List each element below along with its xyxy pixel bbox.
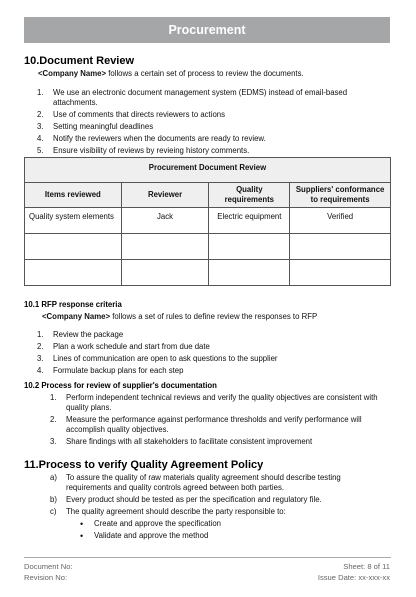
table-title: Procurement Document Review <box>25 158 391 183</box>
list-item-text: Measure the performance against performance thresholds and verify performance will <box>66 415 362 425</box>
footer-document-no: Document No: <box>24 562 73 571</box>
section-10-2-list <box>50 393 378 449</box>
table-cell <box>290 260 391 286</box>
list-item <box>37 134 347 144</box>
list-marker: b) <box>50 495 57 505</box>
table-header-row <box>25 183 391 208</box>
list-item <box>50 415 378 435</box>
table-row <box>25 234 391 260</box>
list-marker: 1. <box>37 88 44 97</box>
column-header-text: Quality <box>236 185 263 194</box>
section-10-intro <box>38 69 304 79</box>
bullet-text: Create and approve the specification <box>94 519 221 528</box>
table-cell <box>25 234 122 260</box>
section-10-1-intro <box>42 312 317 322</box>
list-marker: 1. <box>50 393 57 402</box>
bullet-item <box>80 519 221 529</box>
list-item <box>50 495 341 505</box>
list-marker: 3. <box>50 437 57 447</box>
list-item-text: Every product should be tested as per the specification and regulatory file. <box>66 495 322 505</box>
list-marker: 2. <box>37 342 44 352</box>
table-cell: Jack <box>121 208 209 234</box>
list-item-text: Setting meaningful deadlines <box>53 122 154 132</box>
list-marker: 5. <box>37 146 44 156</box>
company-name-placeholder: <Company Name> <box>38 69 107 78</box>
list-item <box>50 437 378 447</box>
page-title: Procurement <box>168 23 246 37</box>
footer-sheet: Sheet: 8 of 11 <box>343 562 390 571</box>
bullet-icon: • <box>80 519 84 529</box>
list-item-text: attachments. <box>53 98 98 107</box>
list-item-text: To assure the quality of raw materials quality agreement should describe testing <box>66 473 341 482</box>
column-header-text: Suppliers' conformance <box>295 185 385 194</box>
table-cell <box>121 260 209 286</box>
list-item-text: Perform independent technical reviews and verify the quality objectives are consistent with <box>66 393 378 402</box>
list-item <box>37 342 278 352</box>
section-10-1-list <box>37 330 278 378</box>
section-10-1-heading: 10.1 RFP response criteria <box>24 300 122 309</box>
list-item <box>50 507 341 517</box>
list-marker: 1. <box>37 330 44 339</box>
procurement-review-table <box>24 157 391 286</box>
list-item-text: Plan a work schedule and start from due date <box>53 342 210 352</box>
column-header-text: to requirements <box>310 195 370 204</box>
table-column-header <box>290 183 391 208</box>
table-cell: Electric equipment <box>209 208 290 234</box>
column-header-text: Reviewer <box>147 190 183 199</box>
table-cell: Quality system elements <box>25 208 122 234</box>
table-cell <box>121 234 209 260</box>
list-marker: 3. <box>37 354 44 364</box>
section-10-list <box>37 88 348 158</box>
list-item-text: Use of comments that directs reviewers to actions <box>53 110 226 120</box>
list-item <box>37 110 347 120</box>
table-column-header <box>209 183 290 208</box>
list-item <box>37 366 278 376</box>
section-11-bullets <box>80 519 221 543</box>
section-11-list <box>50 473 341 519</box>
list-item <box>37 122 347 132</box>
table-cell <box>25 260 122 286</box>
list-item-text: Share findings with all stakeholders to facilitate consistent improvement <box>66 437 313 447</box>
table-cell: Verified <box>290 208 391 234</box>
page-header-banner <box>24 17 390 43</box>
list-item-text: Formulate backup plans for each step <box>53 366 184 376</box>
bullet-icon: • <box>80 531 84 542</box>
list-item-text: Review the package <box>53 330 124 339</box>
table-cell <box>209 234 290 260</box>
table-row <box>25 260 391 286</box>
column-header-text: Items reviewed <box>44 190 101 199</box>
list-marker: 4. <box>37 366 44 376</box>
list-item-text: requirements and quality controls agreed between both parties. <box>66 483 285 492</box>
list-item <box>37 354 278 364</box>
list-marker: 4. <box>37 134 44 144</box>
list-item <box>50 473 341 493</box>
list-item <box>50 393 378 413</box>
footer-issue-date: Issue Date: xx-xxx-xx <box>317 573 390 582</box>
list-item-text: Lines of communication are open to ask questions to the supplier <box>53 354 278 364</box>
section-10-heading: 10.Document Review <box>24 55 135 67</box>
bullet-item <box>80 531 221 542</box>
list-item-text: We use an electronic document management system (EDMS) instead of email-based <box>53 88 348 97</box>
section-10-2-heading: 10.2 Process for review of supplier's documentation <box>24 381 217 390</box>
list-item <box>37 88 348 108</box>
company-name-placeholder: <Company Name> <box>42 312 111 321</box>
section-11-heading: 11.Process to verify Quality Agreement Policy <box>24 459 264 471</box>
list-item-text: Notify the reviewers when the documents are ready to review. <box>53 134 266 144</box>
footer-divider <box>24 557 391 558</box>
table-column-header <box>121 183 209 208</box>
list-item-text: Ensure visibility of reviews by revieing history comments. <box>53 146 250 156</box>
list-marker: c) <box>50 507 57 517</box>
section-10-intro-text: follows a certain set of process to review the documents. <box>106 69 304 78</box>
table-cell <box>290 234 391 260</box>
column-header-text: requirements <box>224 195 275 204</box>
list-marker: 3. <box>37 122 44 132</box>
list-marker: 2. <box>37 110 44 120</box>
list-item-text: The quality agreement should describe the party responsible to: <box>66 507 286 517</box>
bullet-text: Validate and approve the method <box>94 531 209 541</box>
table-cell <box>209 260 290 286</box>
list-item <box>37 146 347 156</box>
table-row <box>25 208 391 234</box>
section-10-1-intro-text: follows a set of rules to define review the responses to RFP <box>110 312 318 321</box>
table-column-header <box>25 183 122 208</box>
list-marker: a) <box>50 473 57 482</box>
list-marker: 2. <box>50 415 57 425</box>
footer-revision-no: Revision No: <box>24 573 68 582</box>
list-item-text: accomplish quality objectives. <box>66 425 169 435</box>
list-item-text: quality plans. <box>66 403 112 412</box>
list-item <box>37 330 278 340</box>
